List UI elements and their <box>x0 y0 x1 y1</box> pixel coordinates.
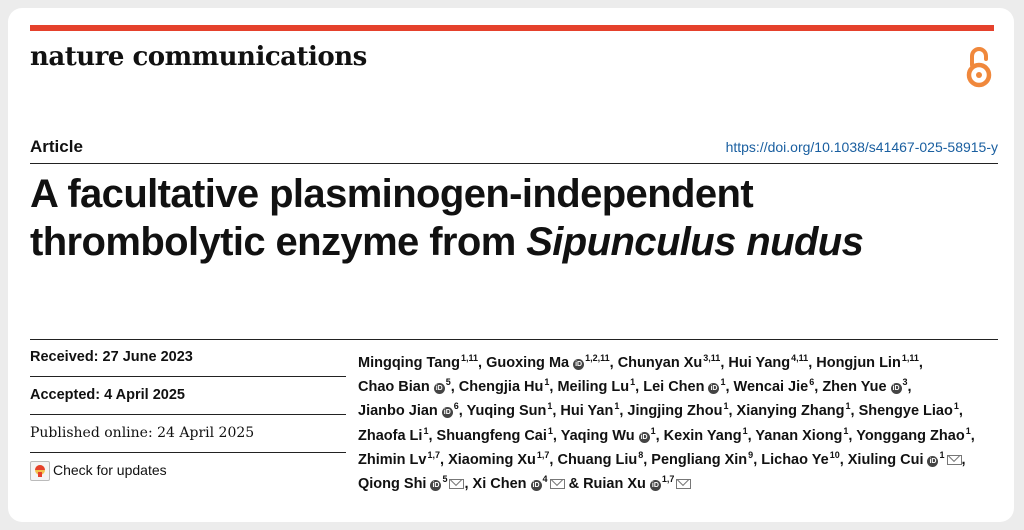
author-name: Meiling Lu <box>557 379 630 396</box>
author-name: Hui Yan <box>560 403 614 420</box>
author-name: Chengjia Hu <box>458 379 544 396</box>
affiliation-superscript: 10 <box>829 449 840 460</box>
affiliation-superscript: 1 <box>720 377 726 388</box>
journal-accent-bar <box>30 25 994 31</box>
author[interactable] <box>737 403 851 419</box>
author[interactable] <box>358 425 429 444</box>
author-name: Yuqing Sun <box>466 403 547 420</box>
affiliation-superscript: 1 <box>630 377 636 388</box>
affiliation-superscript: 1 <box>953 401 959 412</box>
open-access-icon <box>963 43 995 89</box>
title-line-2 <box>30 218 1005 266</box>
affiliation-superscript: 1 <box>650 425 656 436</box>
affiliation-superscript: 1,11 <box>461 353 479 363</box>
article-header <box>8 8 1014 522</box>
author[interactable] <box>473 476 565 492</box>
author-separator: , <box>428 427 437 444</box>
author-separator: , <box>609 355 618 371</box>
author-name: Wencai Jie <box>733 379 809 396</box>
author-name: Pengliang Xin <box>651 451 748 468</box>
author-separator: , <box>961 451 966 468</box>
affiliation-superscript: 9 <box>748 449 754 460</box>
author-name: Qiong Shi <box>358 476 427 493</box>
orcid-icon[interactable]: iD <box>532 482 540 490</box>
title-line-2-text: thrombolytic enzyme from <box>30 220 527 264</box>
author-name: Zhimin Lv <box>358 451 427 468</box>
author-separator: , <box>725 379 734 396</box>
author-separator: , <box>747 427 752 444</box>
title-line-1: A facultative plasminogen-independent <box>30 172 754 216</box>
author-separator: , <box>839 451 848 468</box>
author-name: Zhaofa Li <box>358 427 423 444</box>
author-separator: , <box>655 427 664 444</box>
affiliation-superscript: 1 <box>614 401 620 412</box>
author-separator: , <box>549 451 558 468</box>
affiliation-superscript: 1,7 <box>536 449 550 460</box>
published-date: Published online: 24 April 2025 <box>30 425 255 441</box>
author-name: Hongjun Lin <box>816 355 901 371</box>
author[interactable] <box>755 425 849 444</box>
author[interactable] <box>627 403 728 419</box>
author-name: Hui Yang <box>728 355 791 371</box>
author-separator: , <box>753 451 762 468</box>
affiliation-superscript: 1 <box>547 401 553 412</box>
orcid-icon[interactable]: iD <box>640 433 648 441</box>
orcid-icon[interactable]: iD <box>892 385 900 393</box>
author-name: Xi Chen <box>472 476 527 493</box>
affiliation-superscript: 5 <box>442 474 448 485</box>
author[interactable] <box>467 403 553 419</box>
affiliation-superscript: 3,11 <box>703 353 721 363</box>
check-updates-icon <box>30 461 50 481</box>
affiliation-superscript: 1,2,11 <box>585 353 610 363</box>
author-name: Lichao Ye <box>761 451 829 468</box>
affiliation-superscript: 1 <box>965 425 971 436</box>
author-separator: , <box>728 403 737 420</box>
author[interactable] <box>557 379 635 395</box>
author[interactable] <box>583 476 691 492</box>
author[interactable] <box>618 355 721 371</box>
divider <box>30 163 998 164</box>
email-icon[interactable] <box>947 455 962 465</box>
orcid-icon[interactable]: iD <box>432 482 440 490</box>
email-icon[interactable] <box>449 479 464 489</box>
affiliation-superscript: 6 <box>453 401 459 412</box>
author-separator: , <box>850 403 855 420</box>
author-name: Shuangfeng Cai <box>436 427 547 444</box>
published-date-row <box>30 415 346 453</box>
author[interactable] <box>847 449 962 468</box>
author[interactable] <box>856 425 971 444</box>
orcid-icon[interactable]: iD <box>575 361 583 368</box>
author[interactable] <box>486 355 610 371</box>
author[interactable] <box>816 355 919 371</box>
author-separator: , <box>958 403 963 420</box>
author-name: Chunyan Xu <box>617 355 703 371</box>
author-name: Xiuling Cui <box>847 451 924 468</box>
author[interactable] <box>734 379 815 395</box>
affiliation-superscript: 1 <box>742 425 748 436</box>
accepted-date: Accepted: 4 April 2025 <box>30 387 185 403</box>
author-separator: , <box>970 427 975 444</box>
affiliation-superscript: 8 <box>638 449 644 460</box>
author-name: Zhen Yue <box>822 379 887 396</box>
author[interactable] <box>358 403 459 419</box>
author[interactable] <box>358 379 451 395</box>
author-name: Ruian Xu <box>583 476 646 493</box>
author[interactable] <box>448 449 550 468</box>
author-separator: , <box>552 427 561 444</box>
affiliation-superscript: 1 <box>723 401 729 412</box>
doi-link[interactable]: https://doi.org/10.1038/s41467-025-58915-y <box>725 139 998 155</box>
affiliation-superscript: 1 <box>423 425 429 436</box>
affiliation-superscript: 1 <box>843 425 849 436</box>
affiliation-superscript: 3 <box>902 377 908 388</box>
orcid-icon[interactable]: iD <box>443 409 451 417</box>
author[interactable] <box>557 449 644 468</box>
author-name: Guoxing Ma <box>486 355 570 371</box>
author[interactable] <box>761 449 840 468</box>
affiliation-superscript: 5 <box>445 377 451 388</box>
author-separator: , <box>848 427 857 444</box>
author-separator: , <box>720 355 729 371</box>
received-date-row <box>30 339 346 377</box>
affiliation-superscript: 1,7 <box>661 474 675 485</box>
author-list <box>358 351 1008 496</box>
author-separator: , <box>549 379 558 396</box>
author-separator: , <box>478 355 487 371</box>
author-separator: & <box>564 476 584 493</box>
author[interactable] <box>859 403 959 419</box>
author[interactable] <box>459 379 550 395</box>
author-separator: , <box>619 403 628 420</box>
affiliation-superscript: 4 <box>542 474 548 485</box>
title-species: Sipunculus nudus <box>526 220 864 264</box>
author-name: Shengye Liao <box>858 403 953 420</box>
author-separator: , <box>808 355 817 371</box>
author-name: Mingqing Tang <box>358 355 461 371</box>
orcid-icon[interactable]: iD <box>435 385 443 393</box>
affiliation-superscript: 1 <box>544 377 550 388</box>
author-separator: , <box>440 451 449 468</box>
author-separator: , <box>814 379 823 396</box>
author-separator: , <box>918 355 923 371</box>
article-dates <box>30 339 346 487</box>
author-separator: , <box>907 379 912 396</box>
article-type: Article <box>30 137 83 156</box>
author-name: Chuang Liu <box>557 451 638 468</box>
email-icon[interactable] <box>676 479 691 489</box>
affiliation-superscript: 1 <box>939 449 945 460</box>
orcid-icon[interactable]: iD <box>929 457 937 465</box>
article-title <box>30 170 1005 266</box>
author[interactable] <box>560 403 619 419</box>
author-name: Kexin Yang <box>663 427 742 444</box>
author[interactable] <box>560 425 656 444</box>
author-separator: , <box>450 379 459 396</box>
email-icon[interactable] <box>550 479 565 489</box>
author-name: Yonggang Zhao <box>856 427 965 444</box>
affiliation-superscript: 1 <box>845 401 851 412</box>
check-updates-label: Check for updates <box>53 462 167 478</box>
author[interactable] <box>651 449 754 468</box>
affiliation-superscript: 1,7 <box>427 449 440 460</box>
orcid-icon[interactable]: iD <box>710 385 718 393</box>
author-separator: , <box>643 451 648 468</box>
author-separator: , <box>635 379 644 396</box>
author[interactable] <box>822 379 907 395</box>
author-name: Lei Chen <box>643 379 705 396</box>
accepted-date-row <box>30 377 346 415</box>
author-separator: , <box>458 403 467 420</box>
received-date: Received: 27 June 2023 <box>30 349 193 365</box>
author-name: Yanan Xiong <box>755 427 843 444</box>
journal-name[interactable]: nature communications <box>30 42 367 72</box>
author[interactable] <box>358 355 478 371</box>
author[interactable] <box>663 425 748 444</box>
author-name: Xianying Zhang <box>736 403 845 420</box>
author[interactable] <box>358 476 464 492</box>
author-separator: , <box>552 403 561 420</box>
author-name: Yaqing Wu <box>560 427 635 444</box>
author[interactable] <box>728 355 808 371</box>
affiliation-superscript: 1 <box>547 425 553 436</box>
author-name: Xiaoming Xu <box>448 451 536 468</box>
author-name: Jingjing Zhou <box>627 403 723 420</box>
check-updates-button[interactable] <box>30 453 346 487</box>
author-name: Jianbo Jian <box>358 403 438 420</box>
author[interactable] <box>643 379 725 395</box>
author-name: Chao Bian <box>358 379 430 396</box>
author-separator: , <box>464 476 473 493</box>
affiliation-superscript: 4,11 <box>791 353 809 363</box>
author[interactable] <box>358 449 440 468</box>
affiliation-superscript: 1,11 <box>901 353 919 363</box>
orcid-icon[interactable]: iD <box>651 482 659 490</box>
author[interactable] <box>436 425 553 444</box>
affiliation-superscript: 6 <box>809 377 815 388</box>
